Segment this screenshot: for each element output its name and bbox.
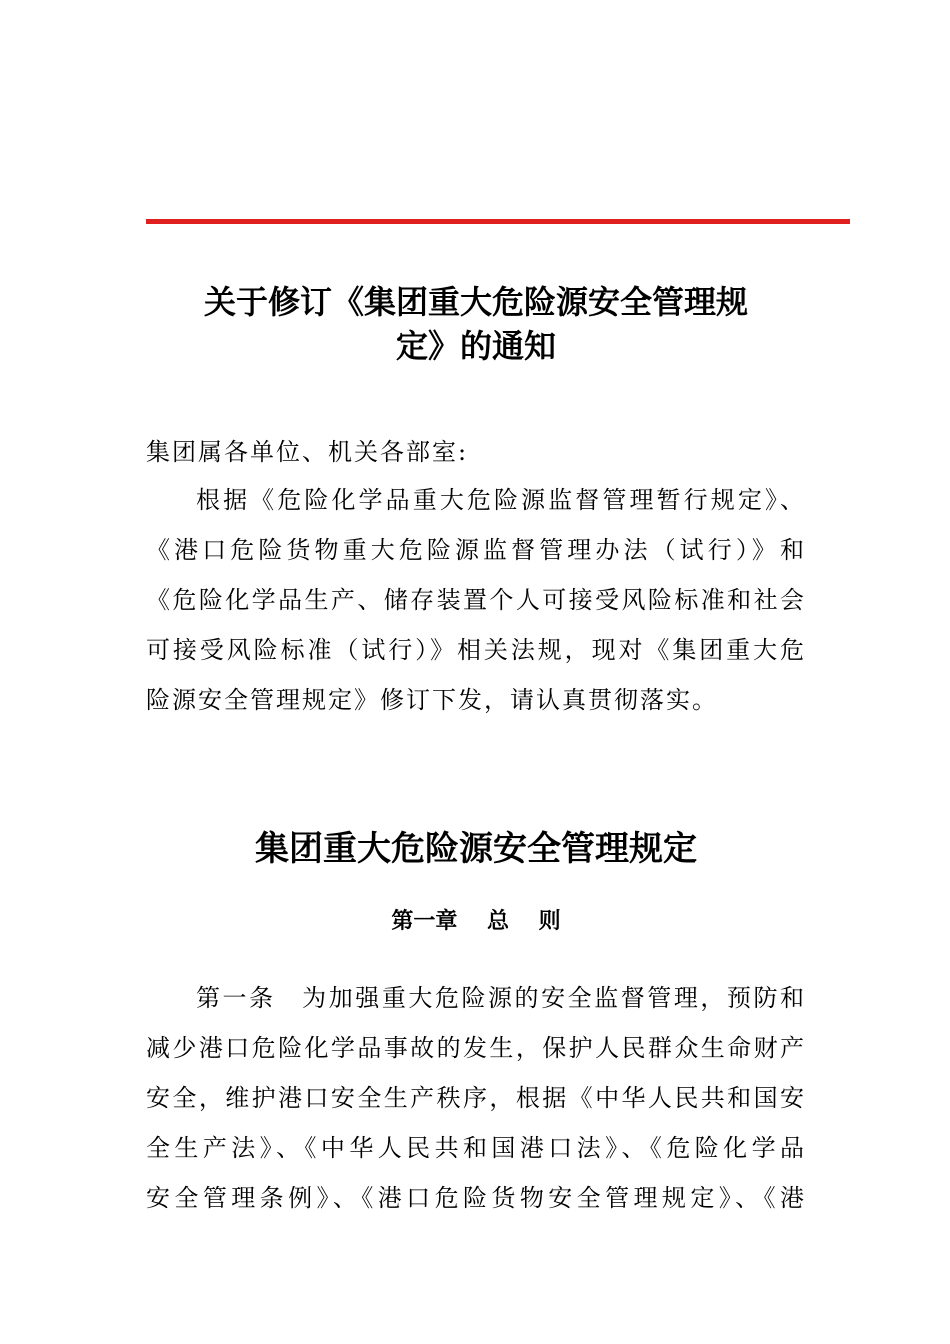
notice-title-line: 定》的通知 [395, 327, 556, 365]
article-line: 安全管理条例》、《港口危险货物安全管理规定》、《港 [146, 1184, 806, 1212]
article-line: 第一条 为加强重大危险源的安全监督管理，预防和 [196, 984, 806, 1012]
article-line: 全生产法》、《中华人民共和国港口法》、《危险化学品 [146, 1134, 806, 1162]
paragraph-line: 可接受风险标准（试行）》相关法规，现对《集团重大危 [146, 636, 806, 664]
paragraph-line: 《港口危险货物重大危险源监督管理办法（试行）》和 [146, 536, 806, 564]
regulation-title: 集团重大危险源安全管理规定 [255, 829, 697, 869]
chapter-heading: 第一章 总 则 [391, 909, 561, 934]
paragraph-line: 险源安全管理规定》修订下发，请认真贯彻落实。 [146, 686, 718, 714]
salutation: 集团属各单位、机关各部室: [146, 438, 469, 466]
red-header-rule [146, 219, 850, 224]
notice-title [146, 280, 806, 368]
paragraph-line: 《危险化学品生产、储存装置个人可接受风险标准和社会 [146, 586, 806, 614]
notice-paragraph [146, 475, 806, 725]
paragraph-line: 根据《危险化学品重大危险源监督管理暂行规定》、 [196, 486, 806, 514]
article-line: 减少港口危险化学品事故的发生，保护人民群众生命财产 [146, 1034, 806, 1062]
article-paragraph [146, 973, 806, 1223]
article-line: 安全，维护港口安全生产秩序，根据《中华人民共和国安 [146, 1084, 806, 1112]
notice-title-line: 关于修订《集团重大危险源安全管理规 [203, 283, 748, 321]
